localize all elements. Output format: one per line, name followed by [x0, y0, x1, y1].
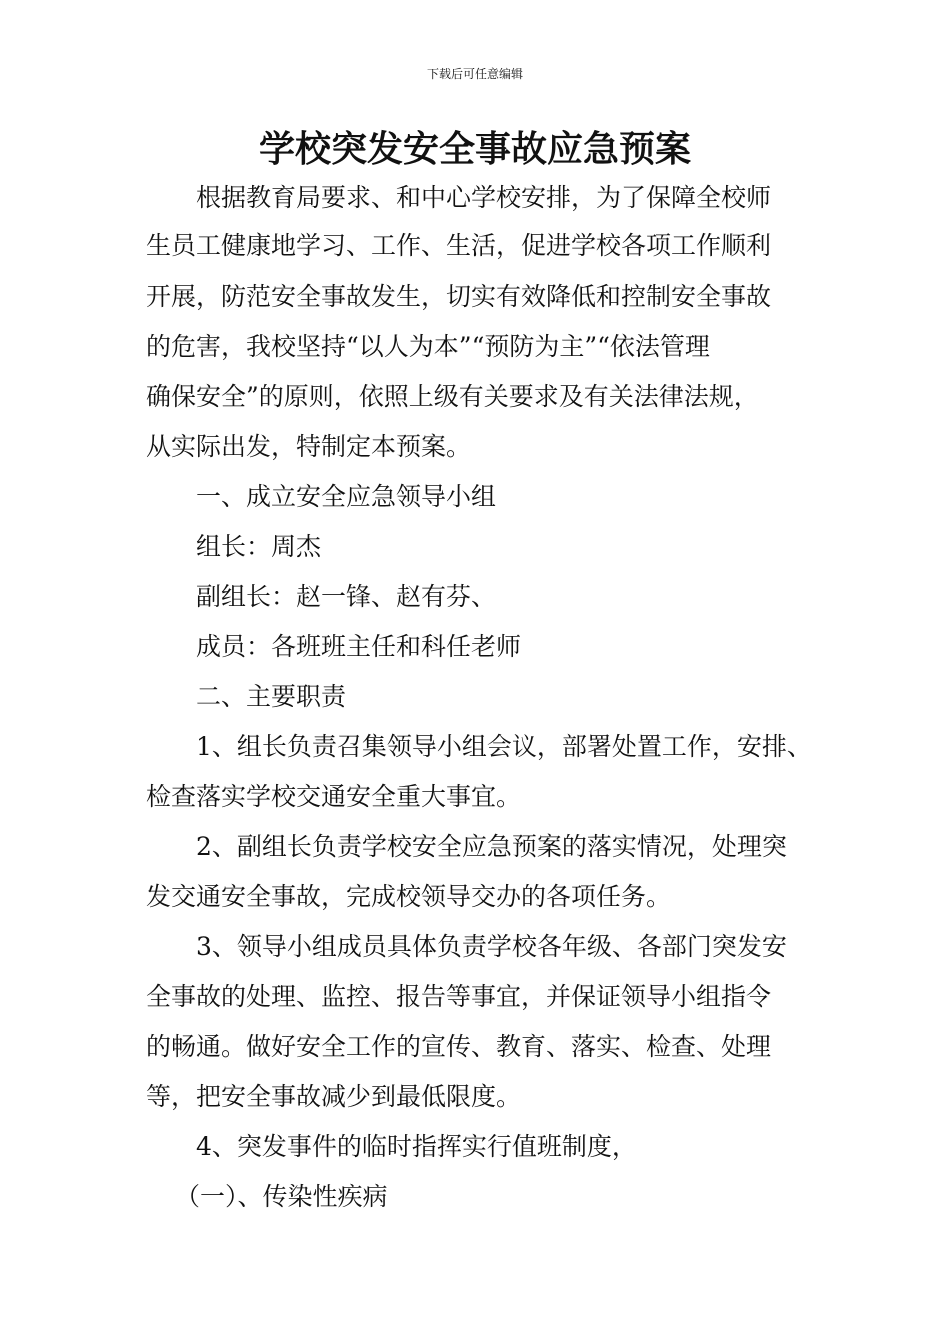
subsection-heading: （一）、传染性疾病	[175, 1182, 388, 1211]
paragraph-line: 从实际出发，特制定本预案。	[146, 432, 472, 461]
paragraph-line: 2、副组长负责学校安全应急预案的落实情况，处理突	[196, 832, 787, 861]
section-heading: 二、主要职责	[196, 682, 347, 711]
paragraph-line: 的畅通。做好安全工作的宣传、教育、落实、检查、处理	[146, 1032, 772, 1061]
paragraph-line: 根据教育局要求、和中心学校安排，为了保障全校师	[196, 183, 772, 212]
paragraph-line: 1、组长负责召集领导小组会议，部署处置工作，安排、	[196, 732, 812, 761]
paragraph-line: 3、领导小组成员具体负责学校各年级、各部门突发安	[196, 932, 787, 961]
document-title: 学校突发安全事故应急预案	[258, 129, 691, 170]
paragraph-line: 的危害，我校坚持“以人为本”“预防为主”“依法管理	[146, 332, 710, 361]
paragraph-line: 检查落实学校交通安全重大事宜。	[146, 782, 522, 811]
paragraph-line: 等，把安全事故减少到最低限度。	[146, 1082, 522, 1111]
section-heading: 一、成立安全应急领导小组	[196, 482, 497, 511]
paragraph-line: 发交通安全事故，完成校领导交办的各项任务。	[146, 882, 672, 911]
paragraph-line: 生员工健康地学习、工作、生活，促进学校各项工作顺利	[146, 231, 772, 260]
paragraph-line: 4、突发事件的临时指挥实行值班制度，	[196, 1132, 637, 1161]
list-item: 组长：周杰	[196, 532, 322, 561]
list-item: 成员：各班班主任和科任老师	[196, 632, 522, 661]
paragraph-line: 确保安全”的原则，依照上级有关要求及有关法律法规，	[146, 382, 759, 411]
paragraph-line: 开展，防范安全事故发生，切实有效降低和控制安全事故	[146, 282, 772, 311]
list-item: 副组长：赵一锋、赵有芬、	[196, 582, 497, 611]
header-note: 下载后可任意编辑	[426, 67, 523, 81]
paragraph-line: 全事故的处理、监控、报告等事宜，并保证领导小组指令	[146, 982, 772, 1011]
